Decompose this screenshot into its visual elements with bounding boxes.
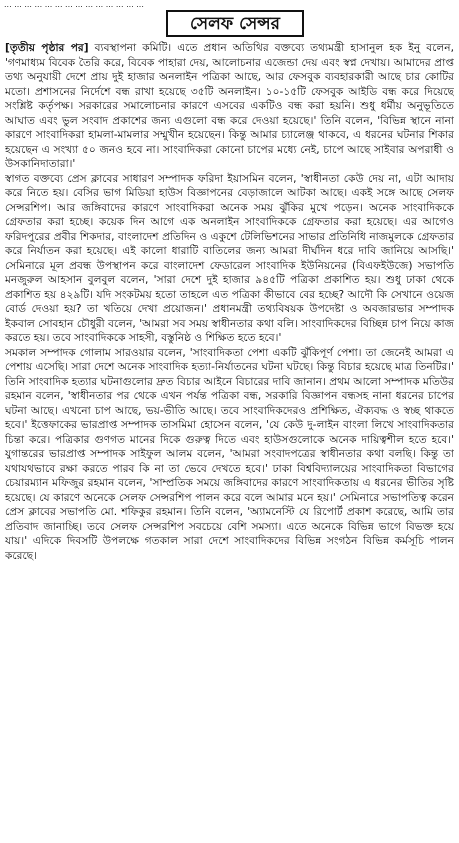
cropped-previous-line: ... ... ... ... ... ... ... ... ... ... ... ... ... ... <box>4 0 144 9</box>
continued-from-label: [তৃতীয় পৃষ্ঠার পর] <box>5 42 89 54</box>
article-body <box>5 41 454 839</box>
paragraph-text: ব্যবস্থাপনা কমিটি। এতে প্রধান অতিথির বক্তব্যে তথ্যমন্ত্রী হাসানুল হক ইনু বলেন, 'গণমাধ্যম বিবেক তৈরি করে, বিবেক পাহারা দেয়, আলোচনার এজেন্ডা দেয় এবং স্বপ্ন দেখায়। আমাদের প্রাপ্ত তথ্য অনুযায়ী দেশে প্রায় দুই হাজার অনলাইন পত্রিকা আছে, আর ফেসবুক ব্যবহারকারী আছে চার কোটির মতো। প্রশাসনের নির্দেশে বন্ধ রাখা হয়েছে ৩৫টি অনলাইন। ১০-১৫টি ফেসবুক আইডি বন্ধ করে দিয়েছে সংশ্লিষ্ট কর্তৃপক্ষ। সরকারের সমালোচনার কারণে এসবের একটিও বন্ধ করা হয়নি। শুধু ধর্মীয় অনুভূতিতে আঘাত এবং ভুল সংবাদ প্রকাশের জন্য এগুলো বন্ধ করে দেওয়া হয়েছে।' তিনি বলেন, 'বিভিন্ন স্থানে নানা কারণে সাংবাদিকরা হামলা-মামলার সম্মুখীন হয়েছেন। কিন্তু আমার চ্যালেঞ্জ থাকবে, এ ধরনের ঘটনার শিকার হয়েছেন এ সংখ্যা ৫০ জনও হবে না। সাংবাদিকরা কোনো চাপের মধ্যে নেই, চাপে আছে সাইবার অপরাধী ও উসকানিদাতারা।' <box>5 42 454 170</box>
article-paragraph <box>5 41 454 172</box>
headline: সেলফ সেন্সর <box>190 13 280 34</box>
headline-box <box>166 10 304 37</box>
article-paragraph: স্বাগত বক্তব্যে প্রেস ক্লাবের সাধারণ সম্পাদক ফরিদা ইয়াসমিন বলেন, 'স্বাধীনতা কেউ দেয় না, এটা আদায় করে নিতে হয়। বেসির ভাগ মিডিয়া হাউস বিজ্ঞাপনের বেড়াজালে আটকা আছে। একই সঙ্গে আছে সেলফ সেন্সরশিপ। আর জঙ্গিবাদের কারণে সাংবাদিকরা অনেক সময় ঝুঁকির মুখে পড়েন। অনেক সাংবাদিককে গ্রেফতার করা হচ্ছে। কয়েক দিন আগে এক অনলাইন সাংবাদিককে গ্রেফতার করা হয়েছে। এর আগেও ফরিদপুরের প্রবীর শিকদার, বাংলাদেশ প্রতিদিন ও একুশে টেলিভিশনের সাভার প্রতিনিধি নাজমুলকে গ্রেফতার করে নির্যাতন করা হয়েছে। এই কালো ধারাটি বাতিলের জন্য আমরা দীর্ঘদিন ধরে দাবি জানিয়ে আসছি।' সেমিনারে মূল প্রবন্ধ উপস্থাপন করে বাংলাদেশ ফেডারেল সাংবাদিক ইউনিয়নের (বিএফইউজে) সভাপতি মনজুরুল আহসান বুলবুল বলেন, 'সারা দেশে দুই হাজার ৯৪৫টি পত্রিকা প্রকাশিত হয়। শুধু ঢাকা থেকে প্রকাশিত হয় ৪২৯টি। যদি সংকটময় হতো তাহলে এত পত্রিকা কীভাবে বের হচ্ছে? আদৌ কি সেখানে ওয়েজ বোর্ড দেওয়া হয়? তা খতিয়ে দেখা প্রয়োজন।' প্রধানমন্ত্রী তথ্যবিষয়ক উপদেষ্টা ও অবজারভার সম্পাদক ইকবাল সোবহান চৌধুরী বলেন, 'আমরা সব সময় স্বাধীনতার কথা বলি। সাংবাদিকদের বিচ্ছিন্ন চাপ নিয়ে কাজ করতে হয়। তবে সাংবাদিককে সাহসী, বস্তুনিষ্ঠ ও শিক্ষিত হতে হবে।' <box>5 172 454 344</box>
article-paragraph: সমকাল সম্পাদক গোলাম সারওয়ার বলেন, 'সাংবাদিকতা পেশা একটি ঝুঁকিপূর্ণ পেশা। তা জেনেই আমরা এ পেশায় এসেছি। সারা দেশে অনেক সাংবাদিক হত্যা-নির্যাতনের ঘটনা ঘটছে। কিন্তু বিচার হয়েছে মাত্র তিনটির।' তিনি সাংবাদিক হত্যার ঘটনাগুলোর দ্রুত বিচার আইনে বিচারের দাবি জানান। প্রথম আলো সম্পাদক মতিউর রহমান বলেন, 'স্বাধীনতার পর থেকে এখন পর্যন্ত পত্রিকা বন্ধ, সরকারি বিজ্ঞাপন বন্ধসহ নানা ধরনের চাপের ঘটনা আছে। এখনো চাপ আছে, ভয়-ভীতি আছে। তবে সাংবাদিকদেরও প্রশিক্ষিত, ঐক্যবদ্ধ ও স্বচ্ছ থাকতে হবে।' ইত্তেফাকের ভারপ্রাপ্ত সম্পাদক তাসমিমা হোসেন বলেন, 'যে কেউ দু-লাইন বাংলা লিখে সাংবাদিকতার চিন্তা করে। পত্রিকার গুণগত মানের দিকে গুরুত্ব দিতে এবং হাউসগুলোকে অনেক দায়িত্বশীল হতে হবে।' যুগান্তরের ভারপ্রাপ্ত সম্পাদক সাইফুল আলম বলেন, 'আমরা সংবাদপত্রের স্বাধীনতার কথা বলছি। কিন্তু তা যথাযথভাবে রক্ষা করতে পারব কি না তা ভেবে দেখতে হবে।' ঢাকা বিশ্ববিদ্যালয়ের সাংবাদিকতা বিভাগের চেয়ারম্যান মফিজুর রহমান বলেন, 'সাম্প্রতিক সময়ে জঙ্গিবাদের কারণে সাংবাদিকতায় এ ধরনের ভীতির সৃষ্টি হয়েছে। যে কারণে অনেকে সেলফ সেন্সরশিপ পালন করে বলে আমার মনে হয়।' সেমিনারে সভাপতিত্ব করেন প্রেস ক্লাবের সভাপতি মো. শফিকুর রহমান। তিনি বলেন, 'অ্যামনেস্টি যে রিপোর্ট প্রকাশ করেছে, আমি তার প্রতিবাদ জানাচ্ছি। তবে সেলফ সেন্সরশিপ সবচেয়ে বেশি সমস্যা। এতে অনেকে বিভিন্ন ভাগে বিভক্ত হয়ে যায়।' এদিকে দিবসটি উপলক্ষে গতকাল সারা দেশে সাংবাদিকদের বিভিন্ন সংগঠন বিভিন্ন কর্মসূচি পালন করেছে। <box>5 346 454 562</box>
